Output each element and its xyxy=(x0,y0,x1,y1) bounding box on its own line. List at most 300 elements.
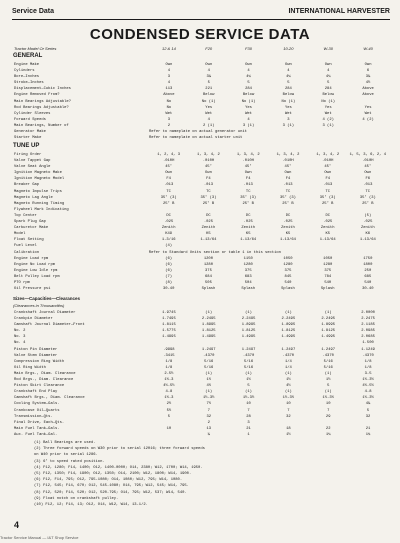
table-cell: 35° (3) xyxy=(280,195,296,200)
table-cell: 1, 3, 4, 2 xyxy=(197,153,220,157)
table-cell: 685 xyxy=(364,274,372,279)
table-cell: 1750 xyxy=(363,256,373,261)
table-cell: 284 xyxy=(324,87,332,92)
table-cell: 1-13/64 xyxy=(200,238,217,243)
column-header-row xyxy=(14,46,388,52)
table-cell: (1) xyxy=(284,390,292,395)
table-cell: Own xyxy=(284,63,292,67)
table-cell: 2 xyxy=(207,420,210,425)
table-cell: .4370 xyxy=(203,353,215,358)
table-cell: 5½ xyxy=(166,408,172,413)
row-label: Valve Tappet Gap xyxy=(14,159,51,164)
table-cell: 4 xyxy=(247,69,250,74)
table-row xyxy=(14,432,388,438)
table-cell: 1-13/64 xyxy=(319,238,336,243)
sizes-table xyxy=(14,310,388,438)
table-cell: TC xyxy=(325,189,331,194)
table-cell: (1) xyxy=(205,311,213,315)
table-cell: 1/8 xyxy=(165,359,173,364)
table-cell: Own xyxy=(244,171,252,176)
table-cell: 505 xyxy=(205,280,212,285)
row-label: Cylinder Sleeves xyxy=(14,111,51,116)
table-cell: 25° B xyxy=(162,201,175,206)
table-cell: 32 xyxy=(206,414,211,419)
table-cell: 1/8 xyxy=(364,365,372,370)
table-cell: 5/16 xyxy=(204,365,214,370)
row-label: Engine No Load rpm xyxy=(14,262,56,267)
table-cell: 25° B xyxy=(242,201,254,206)
table-cell: 1280 xyxy=(283,262,293,267)
column-header-4: 10-20 xyxy=(283,46,294,51)
table-cell: Wet xyxy=(364,111,372,116)
table-cell: 2½ xyxy=(166,402,172,407)
table-cell: Above xyxy=(163,93,175,98)
table-cell: Own xyxy=(205,63,213,67)
header-rule xyxy=(12,19,390,20)
row-label: No. 4 xyxy=(14,341,26,346)
table-cell: .013 xyxy=(164,183,174,188)
table-cell: 1/8 xyxy=(165,365,173,370)
table-cell: 1½-3½ xyxy=(203,396,215,401)
bottom-text: Tractor Service Manual — I&T Shop Service xyxy=(0,535,79,540)
table-cell: 5 xyxy=(167,414,171,419)
table-cell: (1) xyxy=(324,371,332,376)
table-cell: 32 xyxy=(286,414,291,419)
row-label: Oil Pressure psi xyxy=(14,287,51,292)
table-cell: Zenith xyxy=(201,226,216,231)
table-cell: 21 xyxy=(246,426,251,431)
table-cell: K6 xyxy=(365,232,371,237)
table-cell: 504 xyxy=(244,280,252,285)
table-cell: 4½ xyxy=(286,384,291,389)
table-cell: 4 xyxy=(287,69,290,74)
table-cell: .9998 xyxy=(163,347,175,352)
general-table xyxy=(14,62,388,141)
footnote: (5) F12, 1350; F14, 1900; O12, 1350; O14, 2100; W12, 1800; W14, 1900. xyxy=(34,472,192,477)
table-cell: 1.8995 xyxy=(281,323,296,328)
table-cell: Refer to nameplate on actual starter unit xyxy=(148,136,243,141)
row-label: Magneto Impulse Trips xyxy=(14,189,62,194)
row-label: Displacement—Cubic Inches xyxy=(14,87,71,92)
table-cell: 1-13/64 xyxy=(240,238,257,243)
table-cell: 1½ xyxy=(206,378,211,383)
table-cell: 2.2495 xyxy=(321,317,336,322)
column-header-5: W-30 xyxy=(323,46,333,51)
table-cell: 2.2495 xyxy=(241,317,256,322)
row-label: Spark Plug Gap xyxy=(14,220,46,225)
table-cell: 35° (3) xyxy=(240,195,257,200)
table-cell: 10 xyxy=(325,402,331,407)
table-cell: DC xyxy=(245,213,251,218)
table-cell: 1.8995 xyxy=(241,323,256,328)
footnote: (2) Three forward speeds on W30 prior to serial 12016; three forward speeds xyxy=(34,447,205,452)
table-cell: 1½-3½ xyxy=(362,378,374,383)
table-cell: Below xyxy=(322,93,334,98)
table-cell: .013 xyxy=(203,183,213,188)
table-cell: No (1) xyxy=(201,99,216,104)
footnote: (8) F12, 520; F14, 520; O12, 520-795; O14, 795; W12, 537; W14, 540. xyxy=(34,490,187,495)
table-cell: .025 xyxy=(243,220,253,225)
table-cell: 4½ xyxy=(365,81,371,86)
table-cell: 25° B xyxy=(362,201,374,206)
table-cell: .3415 xyxy=(163,353,175,358)
table-cell: 45° xyxy=(205,165,212,170)
table-cell: 1.7495 xyxy=(162,317,176,322)
table-cell: Own xyxy=(245,63,252,67)
table-cell: (1) xyxy=(284,371,292,376)
table-cell: 4½-5½ xyxy=(163,384,175,389)
table-cell: 1.2497 xyxy=(321,347,336,352)
row-label: Generator Make xyxy=(14,130,46,135)
table-cell: 375 xyxy=(324,268,332,273)
table-cell: 4 xyxy=(167,69,171,74)
table-cell: 5 xyxy=(366,408,370,413)
table-cell: 540 xyxy=(324,280,332,285)
table-cell xyxy=(149,432,189,438)
table-cell: 10 xyxy=(166,426,172,431)
table-cell: 3 xyxy=(167,75,171,80)
page-number: 4 xyxy=(14,520,20,530)
table-cell: 28 xyxy=(246,414,251,419)
row-label: Float Setting xyxy=(14,238,44,243)
table-cell: 1200 xyxy=(203,256,213,261)
table-cell: 4¼ xyxy=(286,75,291,80)
table-cell: 1, 3, 4, 2 xyxy=(276,153,300,157)
header-right: INTERNATIONAL HARVESTER xyxy=(288,8,390,15)
table-cell: 221 xyxy=(205,87,213,92)
row-label: Engine Make xyxy=(14,63,40,67)
table-cell: 1.8125 xyxy=(321,329,336,334)
table-cell: 3 (1) xyxy=(282,123,295,128)
table-cell: .4370 xyxy=(282,353,295,358)
table-cell: 2 (1) xyxy=(203,123,215,128)
table-cell: Own xyxy=(364,171,372,176)
table-cell: Yes xyxy=(284,105,292,110)
row-label: Ignition Magneto Model xyxy=(14,177,65,182)
row-label: Camshaft Brgs., Diam. Clearance xyxy=(14,396,85,401)
table-cell: 2 xyxy=(167,123,171,128)
table-cell: Yes xyxy=(364,105,372,110)
table-cell: 784 xyxy=(324,274,332,279)
table-cell: 29 xyxy=(325,414,331,419)
row-label: Engine Load rpm xyxy=(14,256,49,261)
table-cell: 845 xyxy=(284,274,292,279)
table-cell: 375 xyxy=(244,268,252,273)
table-cell: F4 xyxy=(285,177,291,182)
row-label: No. 3 xyxy=(14,335,26,340)
row-label: Forward Speeds xyxy=(14,117,46,122)
table-cell: Own xyxy=(284,171,292,176)
table-cell: 2.0000 xyxy=(361,311,375,315)
table-cell: Below xyxy=(203,93,215,98)
table-cell: 45° xyxy=(324,165,332,170)
table-cell: Splash xyxy=(201,287,216,292)
row-label: Ignition Magneto Make xyxy=(14,171,62,176)
table-cell: 7 xyxy=(287,408,290,413)
table-cell: 35° (3) xyxy=(359,195,376,200)
row-label: Valve Stem Diameter xyxy=(14,353,58,358)
header-left: Service Data xyxy=(12,8,55,15)
row-label: Fuel Level xyxy=(14,244,37,249)
row-label: Starter Make xyxy=(14,136,42,141)
row-label: Main Brgs., Diam. Clearance xyxy=(14,371,76,376)
table-cell: F4 xyxy=(206,177,211,182)
table-cell: .013 xyxy=(363,183,373,188)
table-cell: 35° (3) xyxy=(319,195,336,200)
table-cell: .025 xyxy=(283,220,293,225)
table-cell: TC xyxy=(206,189,211,194)
table-cell: No (1) xyxy=(321,99,336,104)
footnote: (6) F12, F14, 795; O12, 795-1080; O14, 1080; W12, 795; W14, 1080. xyxy=(34,478,183,483)
table-cell: .010H xyxy=(202,159,215,164)
row-label: Piston Pin Diameter xyxy=(14,347,58,352)
table-cell: .025 xyxy=(363,220,373,225)
table-cell: No xyxy=(166,99,172,104)
table-cell: Zenith xyxy=(241,226,256,231)
row-label: Final Drive, Each—Qts. xyxy=(14,420,65,425)
table-cell: 1.2497 xyxy=(241,347,256,352)
table-cell: Above xyxy=(362,87,374,92)
table-cell: 13 xyxy=(206,426,211,431)
table-cell: 1/4 xyxy=(284,365,292,370)
table-cell: DC xyxy=(325,213,331,218)
table-cell: 4½ xyxy=(206,384,211,389)
table-cell: 30-40 xyxy=(362,287,374,292)
table-cell: Yes xyxy=(245,105,252,110)
table-cell: .4370 xyxy=(322,353,334,358)
table-cell: 2.2475 xyxy=(361,317,375,322)
table-cell: 1 xyxy=(247,432,250,437)
table-cell: 1½-3 xyxy=(164,378,174,383)
row-label: Crankpin Diameter xyxy=(14,317,53,322)
row-label: No. 2 xyxy=(14,329,26,334)
table-cell: 5/16 xyxy=(323,365,333,370)
table-cell: 1.1249 xyxy=(361,347,375,352)
table-cell: Zenith xyxy=(161,226,176,231)
table-cell: 4 xyxy=(327,69,330,74)
table-cell: Below xyxy=(242,93,255,98)
table-cell: 284 xyxy=(284,87,292,92)
table-cell: 1/8 xyxy=(364,359,372,364)
table-cell: Splash xyxy=(320,287,335,292)
table-cell: 4 xyxy=(207,69,210,74)
table-cell: 1.5775 xyxy=(162,329,176,334)
row-label: Cooling System—Gals. xyxy=(14,402,60,407)
row-label: Rod Brgs., Diam. Clearance xyxy=(14,378,74,383)
table-cell: TC xyxy=(285,189,291,194)
row-label: Main Bearings Adjustable? xyxy=(14,99,71,104)
column-header-3: F30 xyxy=(245,46,252,51)
table-cell: Yes xyxy=(324,105,332,110)
table-cell: 45° xyxy=(244,165,252,170)
table-cell: 2.2495 xyxy=(281,317,296,322)
table-cell: (1) xyxy=(205,371,213,376)
table-cell: Wet xyxy=(165,111,173,116)
row-label: Main Fuel Tank—Gals. xyxy=(14,426,60,431)
table-cell: .010H xyxy=(242,159,254,164)
footnote: (4) F12, 1280; F14, 1400; O12, 1400-0000; O14, 2380; W12, 1700; W14, 1950. xyxy=(34,465,203,470)
table-cell: 10 xyxy=(286,402,291,407)
table-cell: F6 xyxy=(365,177,371,182)
table-cell: 1-13/64 xyxy=(280,238,296,243)
table-cell: 4¼ xyxy=(325,75,331,80)
table-row xyxy=(14,135,388,141)
table-row xyxy=(14,99,388,105)
tune-up-table xyxy=(14,152,388,292)
row-label: Bore—Inches xyxy=(14,75,40,80)
table-cell: 22 xyxy=(325,426,331,431)
footnotes xyxy=(34,440,374,508)
table-cell: 1½-3 xyxy=(164,396,174,401)
row-label: Crankshaft End Play xyxy=(14,390,58,395)
table-cell: 1280 xyxy=(243,262,253,267)
row-label: Firing Order xyxy=(14,153,42,157)
row-label: Magneto Running Timing xyxy=(14,201,65,206)
column-header-label: Tractor Model Or Series xyxy=(14,46,57,51)
table-cell: 7 xyxy=(247,408,250,413)
table-cell: 4 (2) xyxy=(322,117,334,122)
table-cell: K5 xyxy=(245,232,251,237)
table-cell: 683 xyxy=(244,274,252,279)
table-cell: Wet xyxy=(284,111,292,116)
table-cell: (1) xyxy=(245,371,252,376)
table-cell: 5/16 xyxy=(204,359,214,364)
row-label: Breaker Gap xyxy=(14,183,40,188)
table-cell: .025 xyxy=(323,220,333,225)
table-cell: No (1) xyxy=(281,99,296,104)
table-cell: 250 xyxy=(364,268,372,273)
column-header-2: F20 xyxy=(205,46,213,51)
table-row xyxy=(14,286,388,292)
section-heading-general: GENERAL xyxy=(13,53,43,59)
table-cell: 5/16 xyxy=(323,359,333,364)
section-heading-sizes: Sizes—Capacities—Clearances xyxy=(13,296,81,301)
table-cell: Own xyxy=(364,63,372,67)
table-cell: 3 xyxy=(247,420,250,425)
table-cell: 2.1185 xyxy=(361,323,375,328)
table-cell: 684 xyxy=(205,274,212,279)
table-cell: 6 xyxy=(366,69,370,74)
row-label: Magneto Lag Angle xyxy=(14,195,53,200)
table-cell: 1-3/16 xyxy=(161,238,176,243)
table-cell: DC xyxy=(166,213,171,218)
table-cell: 35° (3) xyxy=(160,195,177,200)
table-cell: 1, 5, 3, 6, 2, 4 xyxy=(349,153,387,157)
table-cell: 3-5 xyxy=(364,371,372,376)
table-cell: Splash xyxy=(281,287,295,292)
footnote: (10) F12, 12; F14, 13; O12, O14, W12, W14, 13-1/2. xyxy=(34,503,148,508)
table-cell: 1½-3½ xyxy=(282,396,295,401)
table-cell: 5 xyxy=(287,81,290,86)
table-cell: 5 xyxy=(327,384,330,389)
table-cell: K5 xyxy=(206,232,211,237)
row-label: Crankshaft Journal Diameter xyxy=(14,311,76,315)
table-cell: Yes xyxy=(205,105,213,110)
table-cell: 7 xyxy=(327,408,330,413)
table-cell: 1, 2, 4, 3 xyxy=(157,153,181,157)
table-cell: 18 xyxy=(286,426,291,431)
row-label: Belt Pulley Load rpm xyxy=(14,274,60,279)
table-cell: 375 xyxy=(284,268,292,273)
table-cell: .010H xyxy=(162,159,175,164)
table-cell: 1½ xyxy=(325,378,331,383)
table-cell: (7) xyxy=(165,274,173,279)
table-cell: 1.4995 xyxy=(281,335,296,340)
table-cell: Splash xyxy=(241,287,256,292)
table-cell: No xyxy=(166,105,172,110)
table-cell: Own xyxy=(165,63,173,67)
table-cell: 375 xyxy=(205,268,212,273)
table-cell: 5/16 xyxy=(243,359,254,364)
table-cell: 1¼ xyxy=(325,432,331,437)
table-cell: 1.4995 xyxy=(201,335,216,340)
table-cell: 4¼ xyxy=(246,75,251,80)
table-cell: 1.8125 xyxy=(241,329,256,334)
table-cell: 1.4995 xyxy=(162,335,176,340)
table-cell: 1, 3, 4, 2 xyxy=(236,153,260,157)
table-cell: 45° xyxy=(165,165,173,170)
table-cell: (6) xyxy=(165,262,173,267)
footnote: (3) 6° to speed rated position. xyxy=(34,459,105,464)
table-cell: F4 xyxy=(166,177,171,182)
table-cell: 1050 xyxy=(283,256,293,261)
table-cell: TC xyxy=(245,189,251,194)
table-cell: (6) xyxy=(165,256,173,261)
footnote: (9) Float notch on crankshaft pulley. xyxy=(34,496,119,501)
table-cell: .010H xyxy=(282,159,294,164)
table-cell: .025 xyxy=(164,220,174,225)
row-label: Top Center xyxy=(14,213,37,218)
table-cell: 3 (1) xyxy=(322,123,334,128)
table-cell: (6) xyxy=(165,268,173,273)
table-cell: Zenith xyxy=(281,226,295,231)
table-cell: 1.8125 xyxy=(281,329,296,334)
table-cell: F4 xyxy=(325,177,331,182)
table-cell: K5 xyxy=(325,232,331,237)
table-cell: 1½ xyxy=(246,378,251,383)
column-header-6: W-40 xyxy=(363,46,373,51)
table-cell: 540 xyxy=(364,280,372,285)
table-cell: .013 xyxy=(243,183,253,188)
table-cell: 35° (3) xyxy=(200,195,217,200)
table-cell: 1050 xyxy=(323,256,333,261)
row-label: Engine Low Idle rpm xyxy=(14,268,58,273)
table-cell: 1.9745 xyxy=(162,311,176,315)
table-cell: 5 xyxy=(207,81,210,86)
table-cell: 5/16 xyxy=(243,365,254,370)
table-cell: 1.4995 xyxy=(241,335,256,340)
row-label: Camshaft Journal Diameter—Front xyxy=(14,323,85,328)
table-cell: 25° B xyxy=(202,201,215,206)
footnote: (7) F12, 545; F14, 670; O12, 545-1080; O14, 795; W12, 545; W14, 795. xyxy=(34,484,189,489)
table-cell: 30-40 xyxy=(162,287,175,292)
row-label: Carburetor Make xyxy=(14,226,49,231)
table-cell: 1½-3½ xyxy=(362,396,374,401)
row-label: Model xyxy=(14,232,26,237)
table-cell: 7½ xyxy=(206,402,211,407)
table-cell: (4) xyxy=(165,244,173,249)
table-cell: 4 xyxy=(167,81,171,86)
sizes-note: (Clearances in Thousandths) xyxy=(13,303,65,308)
column-header-table xyxy=(14,46,388,52)
table-cell: 1½-3½ xyxy=(242,396,255,401)
table-cell: Own xyxy=(205,171,212,176)
table-cell: (1) xyxy=(205,390,213,395)
table-cell: 1.8995 xyxy=(201,323,216,328)
table-cell: .4370 xyxy=(362,353,374,358)
table-cell: 32 xyxy=(365,414,371,419)
section-heading-tune-up: TUNE UP xyxy=(13,143,40,149)
